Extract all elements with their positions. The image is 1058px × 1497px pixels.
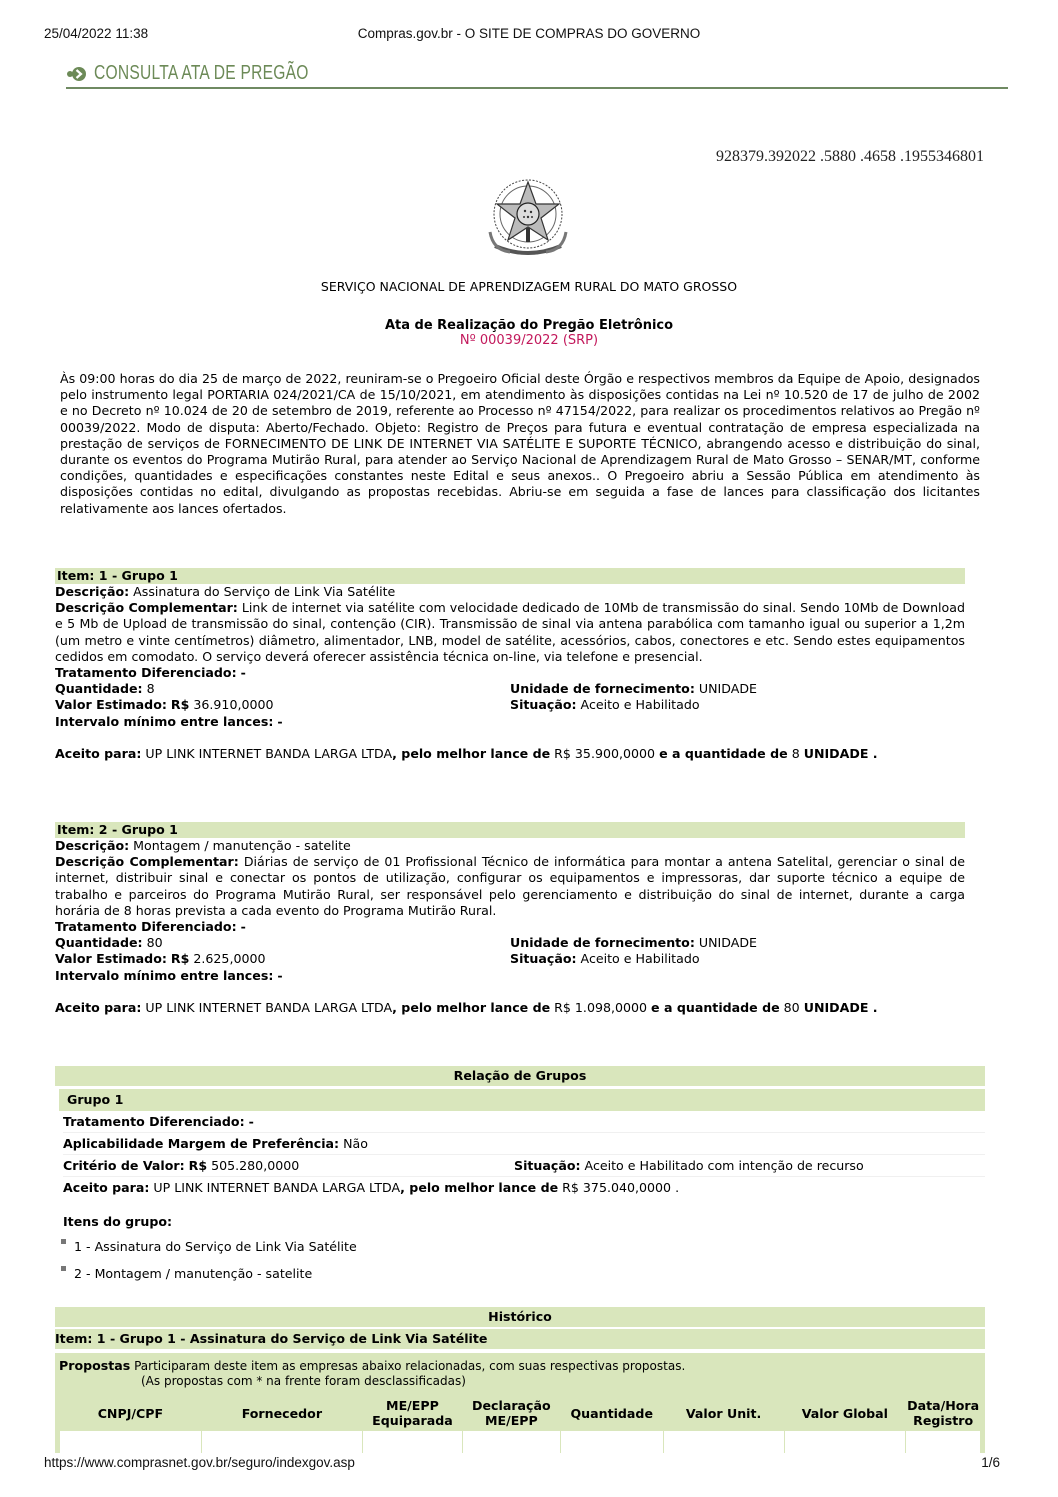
group-aceito-empresa: UP LINK INTERNET BANDA LARGA LTDA — [153, 1180, 401, 1195]
item-situacao: Aceito e Habilitado — [580, 697, 700, 713]
label-situacao: Situação: — [510, 697, 577, 713]
column-header — [663, 1395, 784, 1431]
item-descricao-complementar: Link de internet via satélite com velocidade dedicado de 10Mb de transmissão do sinal. Sendo 10Mb de Download e 5 Mb de Upload de transmissão do sinal, contenção (CIR). Transmissão de sinal via antena parabólica com tamanho igual ou superior a 1,2m (um metro e vinte centímetros) diâmetro, alimentador, LNB, model de satélite, acessórios, cabos, conectores e etc. Sendo estes equipamentos cedidos em comodato. O serviço deverá oferecer assistência técnica on-line, via telefone e presencial. — [55, 600, 965, 664]
column-header-line: CNPJ/CPF — [97, 1405, 164, 1421]
ata-number: Nº 00039/2022 (SRP) — [459, 333, 599, 348]
aceito-unidade: UNIDADE . — [803, 999, 878, 1015]
item-valor-estimado: 36.910,0000 — [193, 697, 274, 713]
column-header-line: Registro — [913, 1413, 974, 1428]
column-header — [906, 1395, 981, 1431]
organization-name: SERVIÇO NACIONAL DE APRENDIZAGEM RURAL DO MATO GROSSO — [320, 279, 738, 294]
group-item-label: 2 - Montagem / manutenção - satelite — [74, 1266, 313, 1281]
label-valor-estimado: Valor Estimado: — [55, 697, 167, 713]
label-situacao: Situação: — [514, 1158, 581, 1173]
item-descricao-complementar: Diárias de serviço de 01 Profissional Técnico de informática para montar a antena Satelital, gerenciar o sinal de internet, distribuir sinal e conectar os pontos de utilização, configurar os equipamentos e impressoras, dar suporte técnico a equipe de trabalho e parceiros do Programa Mutirão Rural, ser responsável pelo gerenciamento e distribuição do sinal de internet, durante a carga horária de 8 horas prevista a cada evento do Programa Mutirão Rural. — [55, 854, 965, 918]
column-header-line: Valor Global — [801, 1405, 888, 1421]
label-pelo-melhor: , pelo melhor lance de — [392, 745, 551, 761]
propostas-label: Propostas — [59, 1358, 131, 1373]
column-header-line: ME/EPP — [386, 1398, 439, 1413]
propostas-table — [59, 1395, 981, 1453]
coat-of-arms-seal — [475, 170, 581, 262]
propostas-note: (As propostas com * na frente foram desclassificadas) — [141, 1374, 466, 1388]
period: . — [675, 1180, 680, 1195]
item-situacao: Aceito e Habilitado — [580, 951, 700, 967]
aceito-empresa: UP LINK INTERNET BANDA LARGA LTDA — [145, 745, 393, 761]
item-aceito — [55, 746, 965, 762]
column-header-line: Quantidade — [570, 1405, 653, 1421]
bullet-icon — [61, 1266, 66, 1271]
label-tratamento: Tratamento Diferenciado: — [55, 665, 237, 681]
footer-url: https://www.comprasnet.gov.br/seguro/indexgov.asp — [44, 1455, 355, 1470]
bullet-icon — [61, 1239, 66, 1244]
label-intervalo: Intervalo mínimo entre lances: — [55, 713, 274, 729]
label-pelo-melhor: , pelo melhor lance de — [392, 999, 551, 1015]
label-situacao: Situação: — [510, 951, 577, 967]
column-header-line: ME/EPP — [484, 1413, 538, 1428]
historico — [55, 1307, 985, 1453]
column-header — [784, 1395, 906, 1431]
item-unidade: UNIDADE — [698, 935, 757, 951]
aceito-empresa: UP LINK INTERNET BANDA LARGA LTDA — [145, 999, 393, 1015]
historico-item-header: Item: 1 - Grupo 1 - Assinatura do Serviço de Link Via Satélite — [55, 1329, 985, 1349]
group-header: Grupo 1 — [59, 1089, 985, 1111]
group-item — [61, 1233, 985, 1260]
column-header — [363, 1395, 463, 1431]
table-row — [60, 1431, 981, 1453]
item-intervalo: - — [277, 967, 283, 983]
label-criterio: Critério de Valor: — [63, 1158, 185, 1173]
column-header-line: Valor Unit. — [685, 1405, 762, 1421]
print-date: 25/04/2022 11:38 — [44, 26, 149, 41]
label-tratamento: Tratamento Diferenciado: — [63, 1114, 245, 1129]
group-aceito-lance: R$ 375.040,0000 — [562, 1180, 672, 1195]
group-item-label: 1 - Assinatura do Serviço de Link Via Satélite — [74, 1239, 357, 1254]
itens-grupo-title: Itens do grupo: — [63, 1214, 173, 1229]
group-tratamento: - — [248, 1114, 254, 1129]
label-unidade: Unidade de fornecimento: — [510, 681, 695, 697]
group-criterio-valor: 505.280,0000 — [211, 1158, 300, 1173]
item-quantidade: 8 — [146, 681, 155, 697]
relacao-header: Relação de Grupos — [55, 1066, 985, 1086]
label-intervalo: Intervalo mínimo entre lances: — [55, 967, 274, 983]
label-aceito-para: Aceito para: — [63, 1180, 150, 1195]
label-descricao-complementar: Descrição Complementar: — [55, 600, 238, 616]
column-header-line: Data/Hora — [907, 1398, 980, 1413]
label-currency: R$ — [170, 951, 190, 967]
column-header — [60, 1395, 202, 1431]
label-pelo-melhor: , pelo melhor lance de — [400, 1180, 559, 1195]
ata-title: Ata de Realização do Pregão Eletrônico — [384, 318, 674, 333]
item-block-2 — [55, 822, 965, 1016]
print-title: Compras.gov.br - O SITE DE COMPRAS DO GOVERNO — [357, 26, 701, 41]
page-number: 1/6 — [981, 1455, 1000, 1470]
page-heading — [66, 62, 369, 85]
column-header-line: Equiparada — [372, 1413, 453, 1428]
label-descricao: Descrição: — [55, 584, 130, 599]
item-tratamento: - — [240, 919, 246, 935]
item-header: Item: 1 - Grupo 1 — [55, 568, 965, 584]
item-tratamento: - — [240, 665, 246, 681]
heading-divider — [66, 87, 1008, 89]
column-header — [462, 1395, 560, 1431]
item-descricao: Montagem / manutenção - satelite — [133, 838, 351, 853]
aceito-unidade: UNIDADE . — [803, 745, 878, 761]
item-intervalo: - — [277, 713, 283, 729]
propostas-text: Participaram deste item as empresas abaixo relacionadas, com suas respectivas propostas. — [134, 1359, 686, 1373]
item-block-1 — [55, 568, 965, 762]
label-quantidade: Quantidade: — [55, 681, 143, 697]
label-currency: R$ — [188, 1158, 208, 1173]
label-e-quantidade: e a quantidade de — [659, 745, 788, 761]
propostas-box — [55, 1353, 985, 1453]
item-header: Item: 2 - Grupo 1 — [55, 822, 965, 838]
aceito-quantidade: 8 — [791, 745, 800, 761]
group-situacao: Aceito e Habilitado com intenção de recurso — [584, 1158, 864, 1173]
label-descricao: Descrição: — [55, 838, 130, 853]
label-tratamento: Tratamento Diferenciado: — [55, 919, 237, 935]
label-descricao-complementar: Descrição Complementar: — [55, 854, 239, 870]
column-header-line: Fornecedor — [241, 1405, 323, 1421]
item-aceito — [55, 1000, 965, 1016]
relacao-grupos — [55, 1066, 985, 1287]
aceito-lance: R$ 1.098,0000 — [554, 999, 648, 1015]
historico-header: Histórico — [55, 1307, 985, 1327]
item-quantidade: 80 — [146, 935, 163, 951]
aceito-quantidade: 80 — [783, 999, 800, 1015]
aceito-lance: R$ 35.900,0000 — [554, 745, 656, 761]
column-header-line: Declaração — [472, 1398, 551, 1413]
arrow-circle-icon — [66, 64, 86, 84]
document-code: 928379.392022 .5880 .4658 .1955346801 — [716, 148, 984, 165]
label-aplicabilidade: Aplicabilidade Margem de Preferência: — [63, 1136, 340, 1151]
item-valor-estimado: 2.625,0000 — [193, 951, 266, 967]
item-unidade: UNIDADE — [698, 681, 757, 697]
column-header — [201, 1395, 362, 1431]
label-aceito-para: Aceito para: — [55, 745, 142, 761]
label-unidade: Unidade de fornecimento: — [510, 935, 695, 951]
group-aplicabilidade: Não — [343, 1136, 368, 1151]
label-valor-estimado: Valor Estimado: — [55, 951, 167, 967]
intro-paragraph: Às 09:00 horas do dia 25 de março de 2022, reuniram-se o Pregoeiro Oficial deste Órgão e respectivos membros da Equipe de Apoio, designados pelo instrumento legal PORTARIA 024/2021/CA de 15/10/2021, em atendimento às disposições contidas na Lei nº 10.520 de 17 de julho de 2002 e no Decreto nº 10.024 de 20 de setembro de 2019, referente ao Processo nº 47154/2022, para realizar os procedimentos relativos ao Pregão nº 00039/2022. Modo de disputa: Aberto/Fechado. Objeto: Registro de Preços para futura e eventual contratação de empresa especializada na prestação de serviços de FORNECIMENTO DE LINK DE INTERNET VIA SATÉLITE E SUPORTE TÉCNICO, abrangendo acesso e distribuição do sinal, durante os eventos do Programa Mutirão Rural, para atender ao Serviço Nacional de Aprendizagem Rural de Mato Grosso – SENAR/MT, conforme condições, quantidades e especificações constantes neste Edital e seus anexos.. O Pregoeiro abriu a Sessão Pública em atendimento às disposições contidas no edital, divulgando as propostas recebidas. Abriu-se em seguida a fase de lances para classificação dos licitantes relativamente aos lances ofertados. — [60, 371, 980, 516]
group-item — [61, 1260, 985, 1287]
label-e-quantidade: e a quantidade de — [651, 999, 780, 1015]
label-quantidade: Quantidade: — [55, 935, 143, 951]
label-aceito-para: Aceito para: — [55, 999, 142, 1015]
column-header — [560, 1395, 663, 1431]
item-descricao: Assinatura do Serviço de Link Via Satélite — [133, 584, 396, 599]
page-heading-text: CONSULTA ATA DE PREGÃO — [94, 62, 309, 84]
label-currency: R$ — [170, 697, 190, 713]
